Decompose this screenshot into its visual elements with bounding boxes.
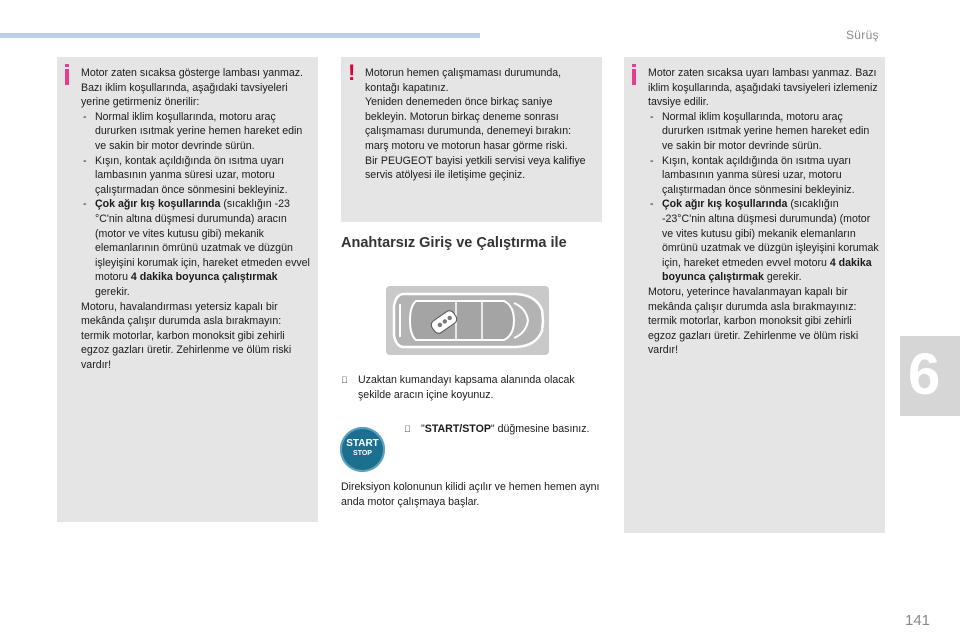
instruction-text (404, 422, 600, 437)
instruction-text: Uzaktan kumandayı kapsama alanında olacak şekilde aracın içine koyunuz. (358, 374, 575, 401)
info-icon (65, 69, 69, 85)
list-item (648, 197, 879, 285)
info-text-left (81, 66, 312, 372)
info-icon (632, 69, 636, 85)
header-bar (0, 33, 480, 38)
bold-text: Çok ağır kış koşullarında (662, 198, 788, 211)
chapter-number: 6 (908, 342, 941, 407)
body-text: gerekir. (763, 271, 802, 284)
chapter-tab (900, 336, 960, 416)
car-illustration (386, 286, 549, 355)
warning-panel (341, 57, 602, 222)
bold-text: 4 dakika boyunca çalıştırmak (662, 256, 872, 284)
info-panel-right (624, 57, 885, 533)
warning-text: Motorun hemen çalışmaması durumunda, kontağı kapatınız. Yeniden denemeden önce birkaç saniye bekleyin. Motorun birkaç deneme sonrası çalışmaması durumunda, denemeyi bırakın: marş motoru ve motorun hasar görme riski. Bir PEUGEOT bayisi yetkili servisi veya kalifiye servis atölyesi ile iletişime geçiniz. (365, 67, 586, 182)
info-panel-left (57, 57, 318, 522)
start-stop-icon (340, 427, 385, 472)
arrow-bullet-icon (404, 422, 411, 437)
closing-text: Motoru, yeterince havalanmayan kapalı bir mekânda çalışır durumda asla bırakmayınız: termik motorlar, karbon monoksit gibi zehirli egzoz gazları üretir. Zehirlenme ve ölüm riski vardır! (648, 285, 859, 357)
result-text: Direksiyon kolonunun kilidi açılır ve hemen hemen aynı anda motor çalışmaya başlar. (341, 481, 600, 508)
list-item: - Normal iklim koşullarında, motoru araç dururken ısıtmak yerine hemen hareket edin ve sakin bir motor devrinde sürün. (81, 110, 312, 154)
intro-text: Motor zaten sıcaksa uyarı lambası yanmaz. Bazı iklim koşullarında, aşağıdaki tavsiyeleri izlemeniz tavsiye edilir. (648, 67, 878, 109)
list-item: - Normal iklim koşullarında, motoru araç dururken ısıtmak yerine hemen hareket edin ve sakin bir motor devrinde sürün. (648, 110, 879, 154)
bold-text: 4 dakika boyunca çalıştırmak (130, 271, 278, 284)
quote-mark: " (421, 423, 425, 435)
list-item (81, 197, 312, 299)
body-text: (sıcaklığın -23°C'nin altına düşmesi durumunda) (motor ve vites kutusu gibi) mekanik elemanların ömrünü uzatmak ve düzgün işleyişini korumak için, hareket etmeden evvel motoru (662, 198, 879, 269)
instruction-step (404, 422, 600, 437)
body-text: gerekir. (95, 285, 130, 298)
list-item: - Kışın, kontak açıldığında ön ısıtma uyarı lambasının yanma süresi uzar, motoru çalıştırmadan önce sönmesini bekleyiniz. (81, 154, 312, 198)
start-label: START (346, 438, 379, 449)
arrow-bullet-icon (341, 373, 348, 388)
instruction-step (341, 373, 601, 402)
intro-text: Motor zaten sıcaksa gösterge lambası yanmaz. Bazı iklim koşullarında, aşağıdaki tavsiyeleri yerine getirmeniz önerilir: (81, 67, 303, 109)
body-text: " düğmesine basınız. (490, 423, 590, 435)
info-text-right (648, 66, 879, 358)
bold-text: START/STOP (424, 423, 491, 435)
bold-text: Çok ağır kış koşullarında (95, 198, 221, 211)
closing-text: Motoru, havalandırması yetersiz kapalı bir mekânda çalışır durumda asla bırakmayın: termik motorlar, karbon monoksit gibi zehirli egzoz gazları üretir. Zehirlenme ve ölüm riski vardır! (81, 300, 292, 371)
section-title: Sürüş (846, 28, 879, 42)
section-heading: Anahtarsız Giriş ve Çalıştırma ile (341, 235, 567, 251)
body-text: (sıcaklığın -23 °C'nin altına düşmesi durumunda) aracın (motor ve vites kutusu gibi) mekanik elemanlarının ömrünü uzatmak ve düzgün işleyişini korumak için, hareket etmeden evvel motoru (95, 198, 310, 284)
list-item: - Kışın, kontak açıldığında ön ısıtma uyarı lambasının yanma süresi uzar, motoru çalıştırmadan önce sönmesini bekleyiniz. (648, 154, 879, 198)
stop-label: STOP (353, 450, 372, 457)
car-top-view-icon (386, 286, 549, 355)
page-number: 141 (905, 612, 931, 629)
warning-icon: ! (348, 60, 356, 85)
